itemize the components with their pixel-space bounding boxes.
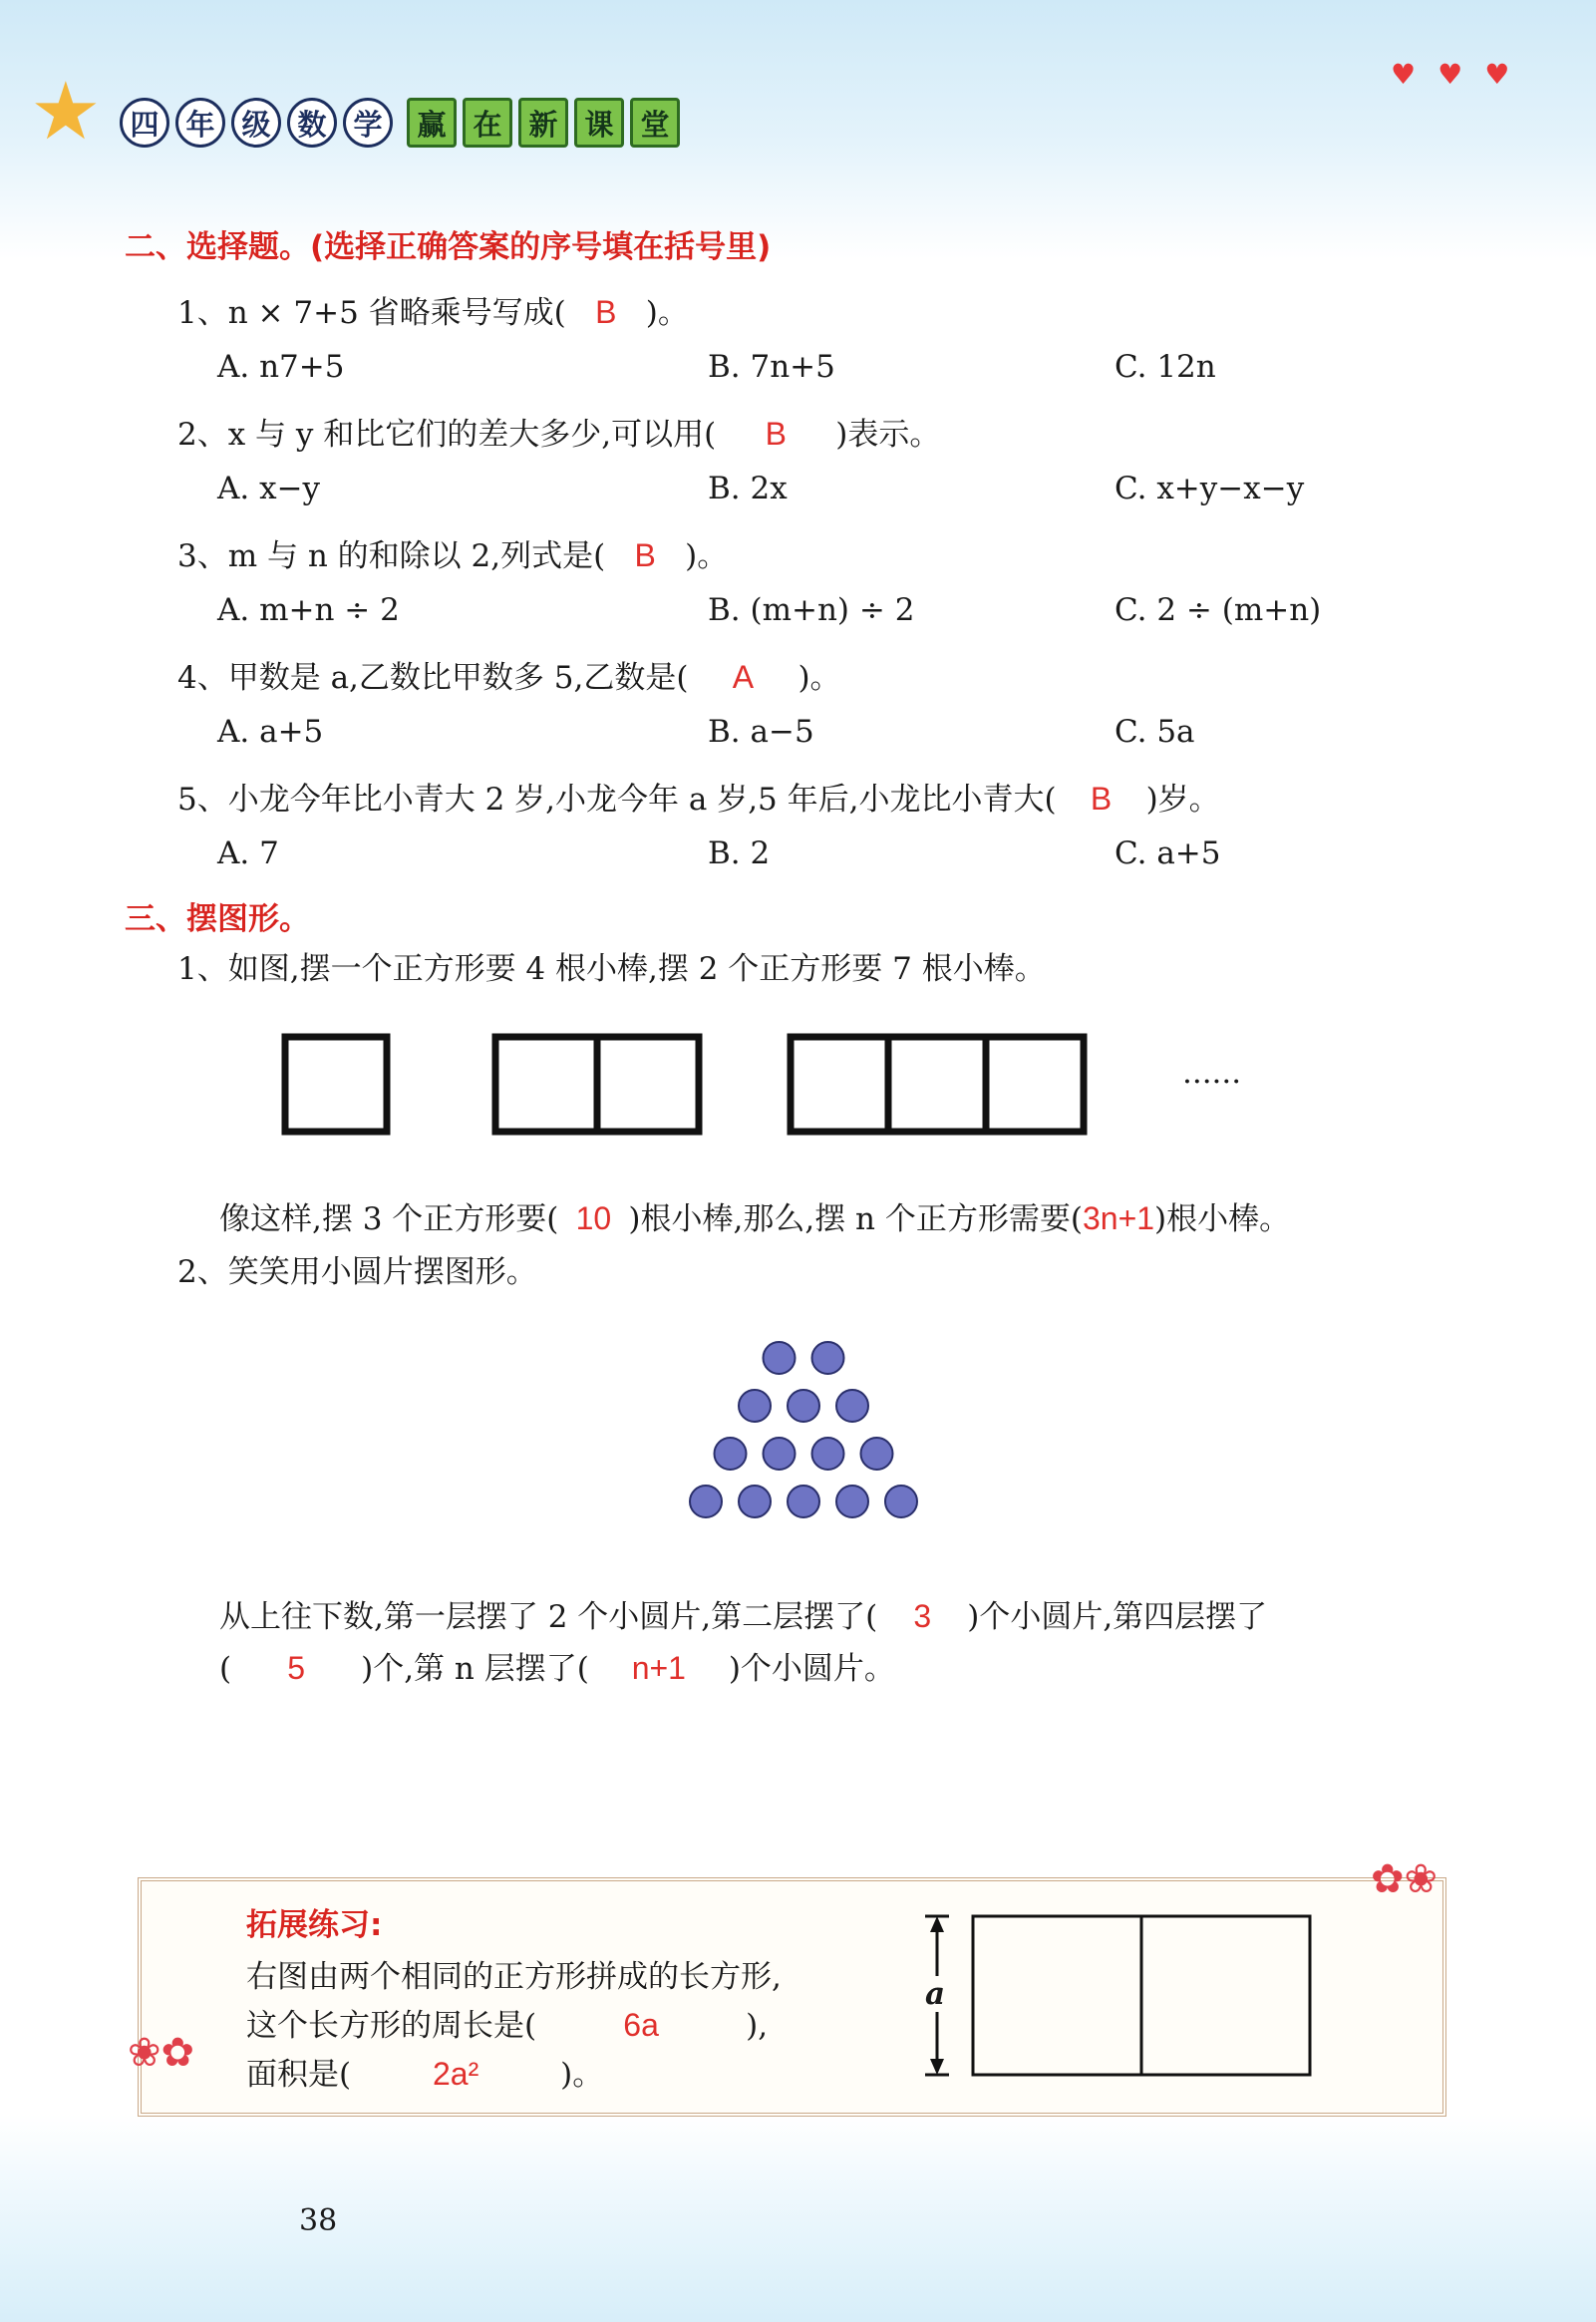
header-char: 数 (287, 98, 337, 148)
header-char: 新 (518, 98, 568, 148)
header-char: 四 (120, 98, 169, 148)
question-text: 4、甲数是 a,乙数比甲数多 5,乙数是( (177, 660, 689, 696)
header-char: 学 (343, 98, 393, 148)
option-c: C. 12n (1115, 349, 1216, 385)
answer-text: A (732, 659, 755, 695)
question-text: 从上往下数,第一层摆了 2 个小圆片,第二层摆了( (219, 1599, 878, 1635)
answer-text: 10 (575, 1200, 612, 1236)
question-text: )。 (560, 2057, 604, 2093)
option-a: A. a+5 (217, 714, 324, 750)
question-text: )根小棒。 (1154, 1201, 1291, 1237)
question-text: 1、n × 7+5 省略乘号写成( (177, 295, 566, 331)
option-a: A. x−y (217, 471, 321, 506)
question-text: 2、x 与 y 和比它们的差大多少,可以用( (177, 417, 717, 453)
flower-decoration-icon: ✿❀ (1371, 1856, 1438, 1902)
side-label: a (925, 1976, 946, 2012)
question-text: )。 (685, 538, 729, 574)
answer-text: B (595, 294, 617, 330)
answer-text: 3 (913, 1598, 932, 1634)
header-char: 堂 (630, 98, 680, 148)
option-b: B. (m+n) ÷ 2 (708, 592, 915, 628)
question-text: )岁。 (1145, 782, 1220, 818)
option-b: B. 7n+5 (708, 349, 835, 385)
option-a: A. m+n ÷ 2 (217, 592, 400, 628)
option-a: A. n7+5 (217, 349, 345, 385)
header-char: 年 (175, 98, 225, 148)
question-text: )。 (645, 295, 689, 331)
flower-decoration-icon: ❀✿ (128, 2030, 195, 2076)
question-text: ), (746, 2008, 769, 2044)
question-text: 3、m 与 n 的和除以 2,列式是( (177, 538, 606, 574)
answer-text: 2a² (432, 2056, 479, 2092)
option-c: C. 5a (1115, 714, 1195, 750)
answer-text: B (634, 537, 656, 573)
answer-text: 5 (287, 1650, 305, 1686)
arrow-up-icon (930, 1916, 944, 1932)
header-char: 在 (463, 98, 512, 148)
option-b: B. a−5 (708, 714, 814, 750)
question-text: )个,第 n 层摆了( (361, 1651, 589, 1687)
section-title-choice: 二、选择题。(选择正确答案的序号填在括号里) (125, 229, 772, 265)
pattern-question-2: 2、笑笑用小圆片摆图形。 (177, 1254, 537, 1290)
answer-text: B (765, 416, 787, 452)
extension-title: 拓展练习: (246, 1907, 383, 1943)
arrow-down-icon (930, 2059, 944, 2075)
pattern-question-1: 1、如图,摆一个正方形要 4 根小棒,摆 2 个正方形要 7 根小棒。 (177, 951, 1046, 987)
answer-text: 3n+1 (1082, 1200, 1155, 1236)
header-char: 赢 (407, 98, 457, 148)
question-text: )。 (798, 660, 841, 696)
question-text: )个小圆片。 (728, 1651, 895, 1687)
option-a: A. 7 (217, 835, 279, 871)
answer-text: n+1 (631, 1650, 686, 1686)
answer-text: B (1090, 781, 1113, 817)
hearts-decoration-icon: ♥♥♥ (1391, 58, 1532, 91)
question-text: 像这样,摆 3 个正方形要( (219, 1201, 559, 1237)
question-text: 面积是( (246, 2057, 352, 2093)
option-c: C. x+y−x−y (1115, 471, 1305, 506)
star-decoration-icon: ★ (30, 65, 102, 158)
header-char: 级 (231, 98, 281, 148)
question-text: )个小圆片,第四层摆了 (967, 1599, 1268, 1635)
question-text: )表示。 (835, 417, 941, 453)
section-title-patterns: 三、摆图形。 (125, 901, 310, 937)
ellipsis-text: ...... (1182, 1055, 1242, 1091)
option-c: C. a+5 (1115, 835, 1221, 871)
question-text: 5、小龙今年比小青大 2 岁,小龙今年 a 岁,5 年后,小龙比小青大( (177, 782, 1057, 818)
extension-line-1: 右图由两个相同的正方形拼成的长方形, (246, 1959, 782, 1995)
option-c: C. 2 ÷ (m+n) (1115, 592, 1322, 628)
page-footer-background (0, 2114, 1596, 2322)
question-text: ( (219, 1651, 232, 1687)
header-char: 课 (574, 98, 624, 148)
question-text: 这个长方形的周长是( (246, 2008, 537, 2044)
answer-text: 6a (623, 2007, 659, 2043)
option-b: B. 2x (708, 471, 788, 506)
question-text: )根小棒,那么,摆 n 个正方形需要( (628, 1201, 1083, 1237)
option-b: B. 2 (708, 835, 771, 871)
page-number: 38 (299, 2203, 338, 2238)
